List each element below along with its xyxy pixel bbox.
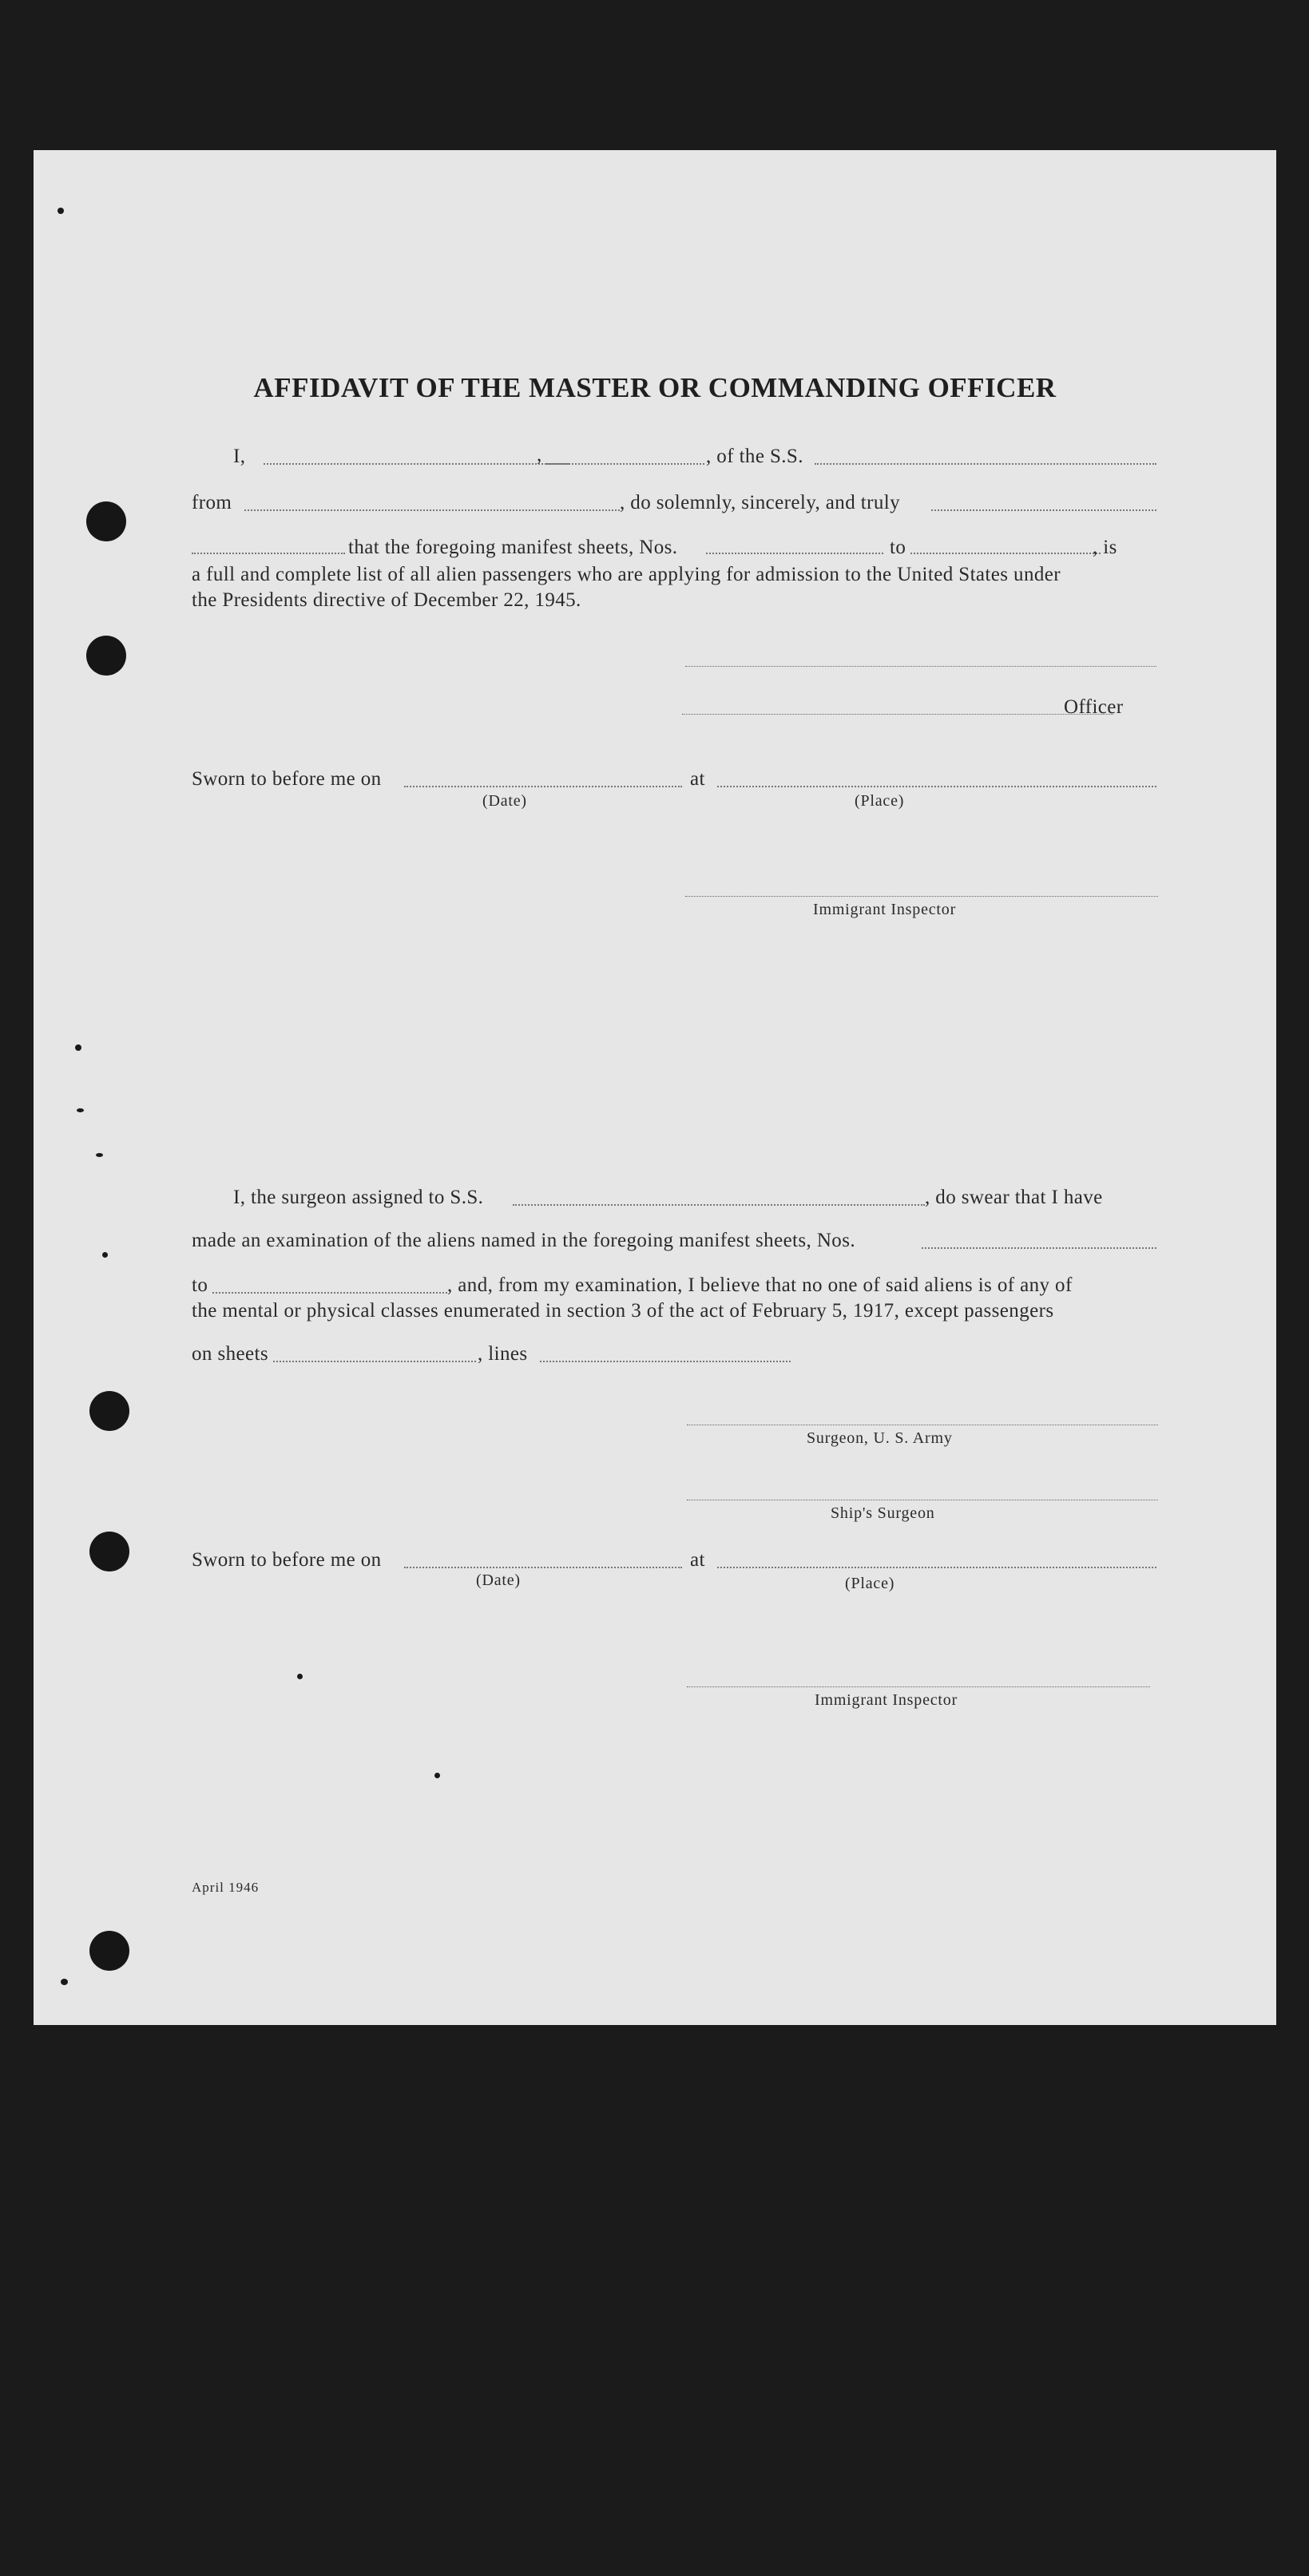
surgeon-sheets-field[interactable] [273,1361,476,1362]
master-name-field[interactable] [264,463,569,465]
ink-speck [77,1108,84,1112]
army-surgeon-caption: Surgeon, U. S. Army [807,1429,953,1447]
ink-speck [297,1674,303,1679]
sworn-2-place-caption: (Place) [845,1575,895,1592]
master-sheet-to-field[interactable] [910,553,1101,554]
sworn-2-label: Sworn to before me on [192,1549,382,1571]
punch-hole [89,1532,129,1571]
master-line-4: a full and complete list of all alien passengers who are applying for admission to the United States under [192,564,1061,585]
sworn-2-at: at [690,1549,705,1571]
surgeon-line-5-sheets: on sheets [192,1343,268,1365]
ink-speck [75,1044,81,1051]
form-title: AFFIDAVIT OF THE MASTER OR COMMANDING OFFICER [253,372,1057,403]
master-ship-field[interactable] [815,463,1156,465]
sworn-2-date-caption: (Date) [476,1571,521,1589]
punch-hole [86,501,126,541]
punch-hole [89,1931,129,1971]
surgeon-line-5-lines: , lines [478,1343,528,1365]
sworn-1-date-field[interactable] [404,786,682,787]
surgeon-line-2: made an examination of the aliens named in the foregoing manifest sheets, Nos. [192,1230,855,1251]
master-line-5: the Presidents directive of December 22, 1945. [192,589,581,611]
inspector-2-caption: Immigrant Inspector [815,1691,958,1709]
sworn-1-place-field[interactable] [717,786,1156,787]
sworn-2-place-field[interactable] [717,1567,1156,1568]
ships-surgeon-caption: Ship's Surgeon [831,1504,935,1522]
master-line-1-comma: , [537,444,542,466]
master-line-1-i: I, [233,446,246,467]
surgeon-lines-field[interactable] [540,1361,791,1362]
master-oath-field[interactable] [931,509,1156,511]
inspector-1-signature-line[interactable] [685,896,1158,897]
master-line-3-is: , is [1093,537,1117,558]
master-sheet-from-field[interactable] [706,553,883,554]
surgeon-sheet-from-field[interactable] [922,1247,1156,1249]
surgeon-line-1-b: , do swear that I have [925,1187,1103,1208]
master-title-field[interactable] [546,463,704,465]
master-signature-line[interactable] [685,666,1156,667]
form-edition-date: April 1946 [192,1880,260,1895]
ink-speck [434,1773,440,1778]
master-line-3-foregoing: that the foregoing manifest sheets, Nos. [348,537,678,558]
surgeon-line-1-a: I, the surgeon assigned to S.S. [233,1187,484,1208]
sworn-1-label: Sworn to before me on [192,768,382,790]
surgeon-line-4: the mental or physical classes enumerated in section 3 of the act of February 5, 1917, except passengers [192,1300,1054,1322]
ink-speck [96,1153,103,1157]
sworn-1-date-caption: (Date) [482,792,527,810]
inspector-2-signature-line[interactable] [687,1686,1150,1687]
inspector-1-caption: Immigrant Inspector [813,901,957,918]
master-oath-continued-field[interactable] [192,553,345,554]
master-port-field[interactable] [244,509,620,511]
master-line-1-ofss: , of the S.S. [706,446,803,467]
master-line-2-from: from [192,492,232,513]
sworn-1-at: at [690,768,705,790]
form-page [34,150,1276,2025]
master-line-3-to: to [890,537,906,558]
ink-speck [61,1979,68,1985]
ink-speck [102,1252,108,1258]
surgeon-ship-field[interactable] [513,1204,925,1206]
surgeon-line-3-to: to [192,1274,208,1296]
punch-hole [86,636,126,676]
master-line-2-swear: , do solemnly, sincerely, and truly [620,492,900,513]
officer-signature-line[interactable] [682,714,1113,715]
surgeon-sheet-to-field[interactable] [212,1292,447,1294]
sworn-1-place-caption: (Place) [855,792,905,810]
sworn-2-date-field[interactable] [404,1567,682,1568]
punch-hole [89,1391,129,1431]
surgeon-line-3-rest: , and, from my examination, I believe that no one of said aliens is of any of [447,1274,1073,1296]
ink-speck [58,208,64,214]
officer-label: Officer [1064,696,1124,718]
